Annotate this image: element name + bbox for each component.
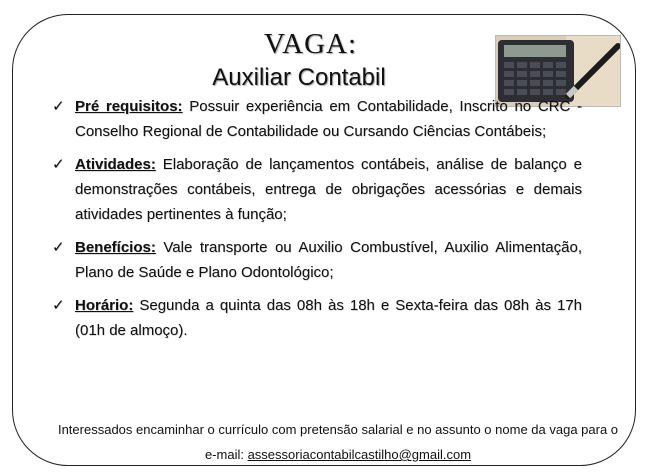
job-title: VAGA:	[263, 28, 358, 60]
benefits-text: Vale transporte ou Auxilio Combustível, Auxilio Alimentação, Plano de Saúde e Plano Odontológico;	[75, 239, 582, 281]
checkmark-icon: ✓	[52, 297, 65, 314]
list-item-benefits	[52, 235, 582, 285]
job-position: Auxiliar Contabil	[212, 64, 386, 91]
email-link[interactable]: assessoriacontabilcastilho@gmail.com	[247, 447, 472, 462]
list-item-activities	[52, 152, 582, 227]
schedule-text: Segunda a quinta das 08h às 18h e Sexta-feira das 08h às 17h (01h de almoço).	[75, 297, 582, 339]
schedule-label: Horário:	[75, 297, 134, 314]
job-details-list	[52, 94, 582, 351]
footer-contact	[53, 417, 623, 467]
activities-text: Elaboração de lançamentos contábeis, análise de balanço e demonstrações contábeis, entrega de obrigações acessórias e demais atividades pertinentes à função;	[75, 156, 582, 223]
activities-label: Atividades:	[75, 156, 156, 173]
benefits-label: Benefícios:	[75, 239, 156, 256]
checkmark-icon: ✓	[52, 98, 65, 115]
requirements-label: Pré requisitos:	[75, 98, 183, 115]
checkmark-icon: ✓	[52, 156, 65, 173]
footer-text: Interessados encaminhar o currículo com pretensão salarial e no assunto o nome da vaga para o e-mail:	[57, 422, 619, 462]
list-item-requirements	[52, 94, 582, 144]
checkmark-icon: ✓	[52, 239, 65, 256]
requirements-text: Possuir experiência em Contabilidade, Inscrito no CRC - Conselho Regional de Contabilidade ou Cursando Ciências Contábeis;	[75, 98, 582, 140]
list-item-schedule	[52, 293, 582, 343]
